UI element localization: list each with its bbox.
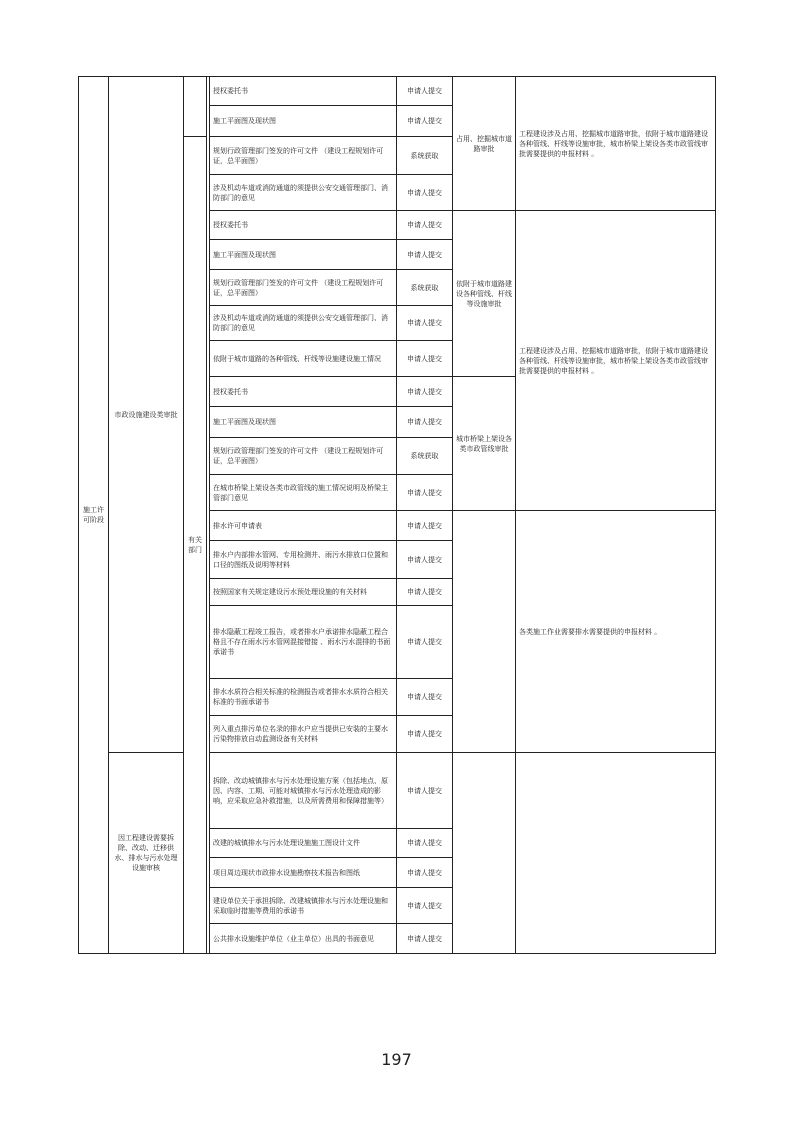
table-row	[79, 753, 716, 829]
source-applicant: 申请人提交	[397, 858, 453, 888]
page-number: 197	[381, 1050, 412, 1069]
source-applicant: 申请人提交	[397, 377, 453, 407]
material-site-plan: 施工平面图及现状图	[210, 240, 397, 270]
material-monitoring: 列入重点排污单位名录的排水户应当提供已安装的主要水污染物排放自动监测设备有关材料	[210, 716, 397, 753]
material-water-quality: 排水水质符合相关标准的检测报告或者排水水质符合相关标准的书面承诺书	[210, 679, 397, 716]
material-cost-commitment: 建设单位关于承担拆除、改建城镇排水与污水处理设施和采取临时措施等费用的承诺书	[210, 888, 397, 924]
source-system: 系统获取	[397, 270, 453, 306]
material-auth: 授权委托书	[210, 77, 397, 106]
source-applicant: 申请人提交	[397, 606, 453, 679]
material-planning-permit: 规划行政管理部门签发的许可文件 （建设工程规划许可证，总平面图）	[210, 438, 397, 475]
material-auth: 授权委托书	[210, 211, 397, 240]
material-site-plan: 施工平面图及现状图	[210, 106, 397, 137]
department-cell	[184, 137, 207, 954]
material-survey-report: 项目周边现状市政排水设施勘察技术报告和图纸	[210, 858, 397, 888]
source-applicant: 申请人提交	[397, 753, 453, 829]
source-applicant: 申请人提交	[397, 407, 453, 438]
source-applicant: 申请人提交	[397, 679, 453, 716]
subitem-road: 占用、挖掘城市道路审批	[453, 77, 516, 211]
approval-materials-table	[78, 76, 716, 954]
source-applicant: 申请人提交	[397, 511, 453, 541]
source-applicant: 申请人提交	[397, 341, 453, 377]
material-site-plan: 施工平面图及现状图	[210, 407, 397, 438]
material-pipeline-situation: 依附于城市道路的各种管线、杆线等设施建设施工情况	[210, 341, 397, 377]
item-drainage-relocation: 因工程建设需要拆除、改动、迁移供水、排水与污水处理设施审核	[109, 753, 184, 954]
source-applicant: 申请人提交	[397, 716, 453, 753]
subitem-drainage-blank	[453, 511, 516, 753]
source-applicant: 申请人提交	[397, 106, 453, 137]
source-applicant: 申请人提交	[397, 77, 453, 106]
item-municipal-approval: 市政设施建设类审批	[109, 77, 184, 753]
source-applicant: 申请人提交	[397, 475, 453, 511]
source-system: 系统获取	[397, 438, 453, 475]
subitem-pipeline: 依附于城市道路建设各种管线、杆线等设施审批	[453, 211, 516, 377]
material-traffic-fire: 涉及机动车道或消防通道的须提供公安交通管理部门、消防部门的意见	[210, 175, 397, 211]
material-planning-permit: 规划行政管理部门签发的许可文件 （建设工程规划许可证，总平面图）	[210, 270, 397, 306]
source-applicant: 申请人提交	[397, 175, 453, 211]
source-system: 系统获取	[397, 137, 453, 175]
stage-cell: 施工许可阶段	[79, 77, 109, 954]
note-road-2: 工程建设涉及占用、挖掘城市道路审批，依附于城市道路建设各种管线、杆线等设施审批，城市桥梁上架设各类市政管线审批需要提供的申报材料 。	[516, 211, 716, 511]
note-relocation-blank	[516, 753, 716, 954]
dept-cell-blank	[184, 77, 207, 137]
source-applicant: 申请人提交	[397, 541, 453, 579]
table-row	[79, 77, 716, 106]
material-concealed: 排水隐蔽工程竣工报告，或者排水户承诺排水隐蔽工程合格且不存在雨水污水管网混接错接 、雨水污水混排的书面承诺书	[210, 606, 397, 679]
material-traffic-fire: 涉及机动车道或消防通道的须提供公安交通管理部门、消防部门的意见	[210, 306, 397, 341]
source-applicant: 申请人提交	[397, 888, 453, 924]
material-removal-plan: 拆除、改动城镇排水与污水处理设施方案（包括地点、原因、内容、工期、可能对城镇排水与污水处理造成的影响，应采取应急补救措施，以及所需费用和保障措施等）	[210, 753, 397, 829]
subitem-relocation-blank	[453, 753, 516, 954]
subitem-bridge: 城市桥梁上架设各类市政管线审批	[453, 377, 516, 511]
source-applicant: 申请人提交	[397, 211, 453, 240]
material-bridge-situation: 在城市桥梁上架设各类市政管线的施工情况说明及桥梁主管部门意见	[210, 475, 397, 511]
department-label: 有关部门	[188, 536, 202, 554]
material-pretreatment: 按照国家有关规定建设污水预处理设施的有关材料	[210, 579, 397, 606]
source-applicant: 申请人提交	[397, 829, 453, 858]
source-applicant: 申请人提交	[397, 579, 453, 606]
material-planning-permit: 规划行政管理部门签发的许可文件 （建设工程规划许可证，总平面图）	[210, 137, 397, 175]
source-applicant: 申请人提交	[397, 924, 453, 954]
material-maintenance-opinion: 公共排水设施维护单位（业主单位）出具的书面意见	[210, 924, 397, 954]
note-road-1: 工程建设涉及占用、挖掘城市道路审批，依附于城市道路建设各种管线、杆线等设施审批，城市桥梁上架设各类市政管线审批需要提供的申报材料 。	[516, 77, 716, 211]
source-applicant: 申请人提交	[397, 240, 453, 270]
source-applicant: 申请人提交	[397, 306, 453, 341]
material-auth: 授权委托书	[210, 377, 397, 407]
material-construction-drawing: 改建的城镇排水与污水处理设施施工图设计文件	[210, 829, 397, 858]
material-drain-network: 排水户内部排水管网、专用检测井、雨污水排放口位置和口径的图纸及说明等材料	[210, 541, 397, 579]
note-drainage: 各类施工作业需要排水需要提供的申报材料 。	[516, 511, 716, 753]
material-drain-form: 排水许可申请表	[210, 511, 397, 541]
